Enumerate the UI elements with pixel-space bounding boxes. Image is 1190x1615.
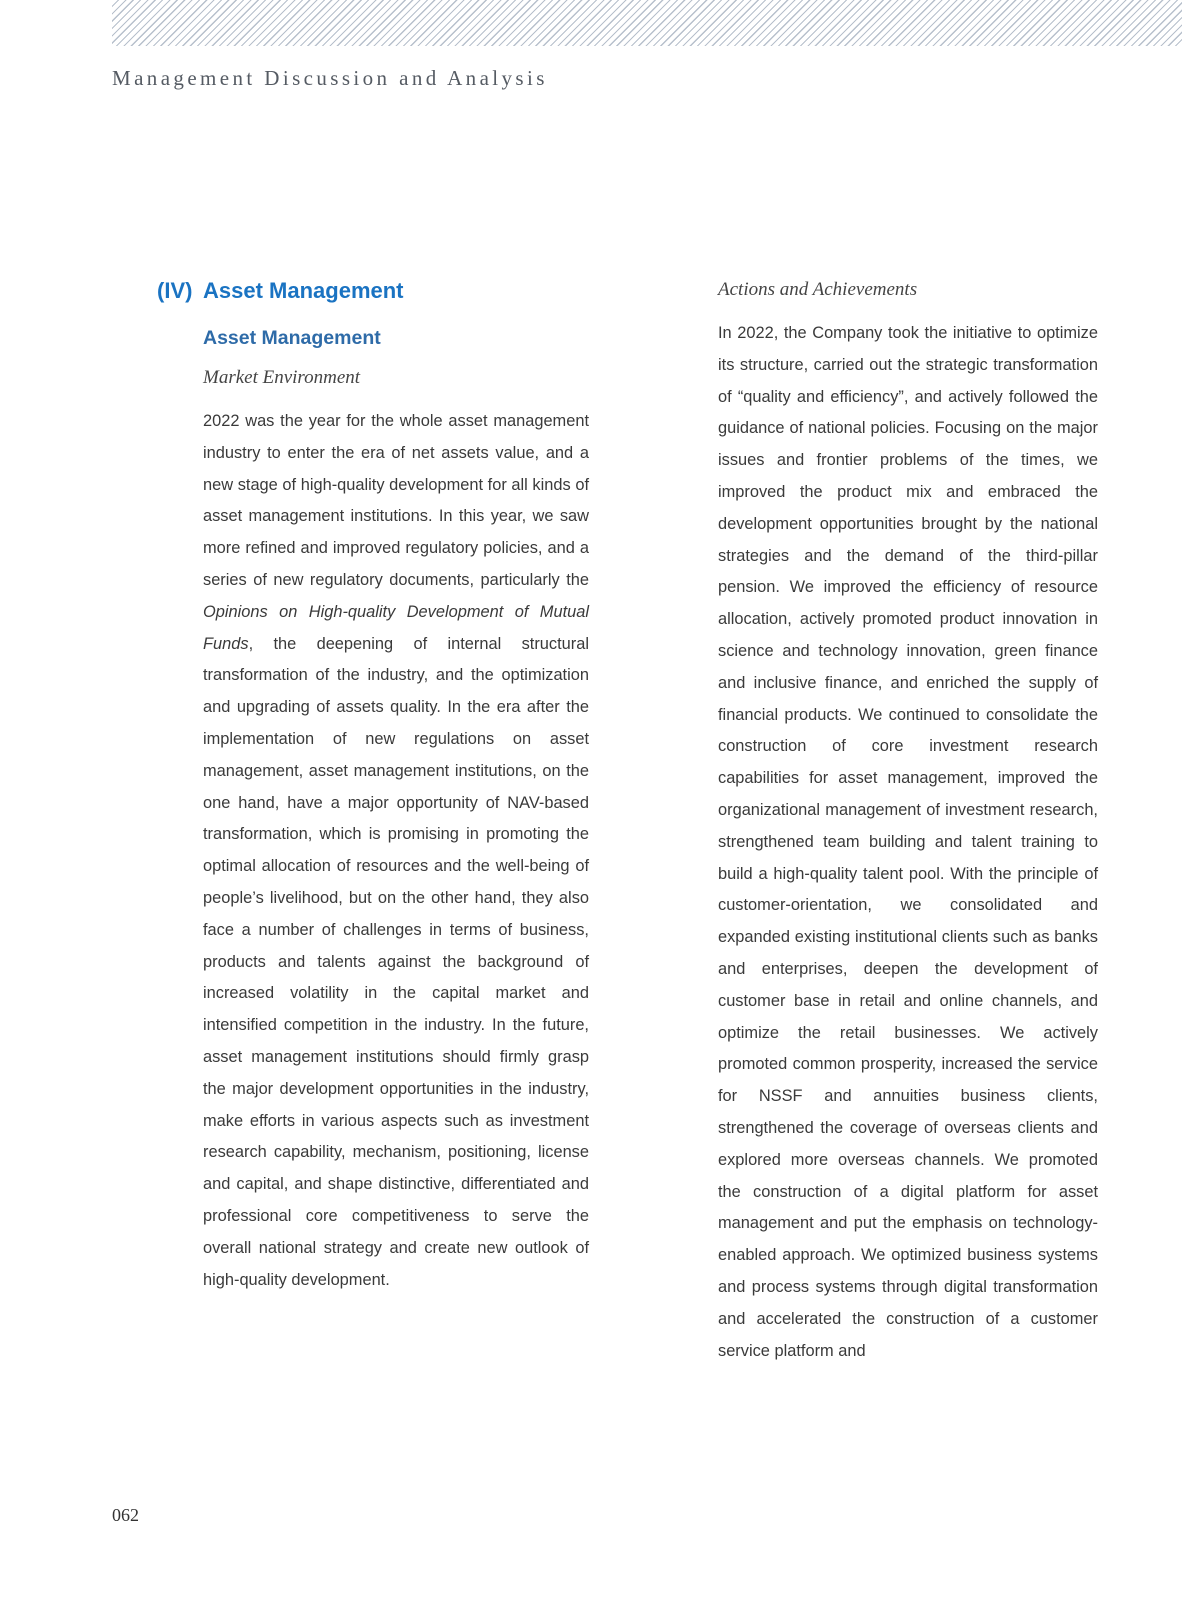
decorative-hatch-band (112, 0, 1182, 46)
section-title: Asset Management (203, 278, 404, 303)
left-column (157, 276, 589, 1296)
market-environment-heading: Market Environment (203, 367, 361, 388)
page-number: 062 (112, 1505, 139, 1525)
document-title-italic: Opinions on High-quality Development of Mutual Funds (203, 602, 589, 653)
running-header: Management Discussion and Analysis (112, 66, 548, 90)
subsection-title: Asset Management (203, 327, 381, 349)
market-text-part-2: , the deepening of internal structural transformation of the industry, and the optimization and upgrading of assets quality. In the era after the implementation of new regulations on asset management, asset management institutions, on the one hand, have a major opportunity of NAV-based transformation, which is promising in promoting the optimal allocation of resources and the well-being of people’s livelihood, but on the other hand, they also face a number of challenges in terms of business, products and talents against the background of increased volatility in the capital market and intensified competition in the industry. In the future, asset management institutions should firmly grasp the major development opportunities in the industry, make efforts in various aspects such as investment research capability, mechanism, positioning, license and capital, and shape distinctive, differentiated and professional core competitiveness to serve the overall national strategy and create new outlook of high-quality development. (203, 634, 589, 1289)
section-number: (IV) (157, 278, 193, 303)
actions-heading: Actions and Achievements (718, 279, 918, 300)
right-column (718, 276, 1098, 1367)
section-heading (157, 276, 589, 306)
market-text-part-1: 2022 was the year for the whole asset management industry to enter the era of net assets value, and a new stage of high-quality development for all kinds of asset management institutions. In this year, we saw more refined and improved regulatory policies, and a series of new regulatory documents, particularly the (203, 412, 589, 589)
actions-paragraph: In 2022, the Company took the initiative to optimize its structure, carried out the strategic transformation of “quality and efficiency”, and actively followed the guidance of national policies. Focusing on the major issues and frontier problems of the times, we improved the product mix and embraced the development opportunities brought by the national strategies and the demand of the third-pillar pension. We improved the efficiency of resource allocation, actively promoted product innovation in science and technology innovation, green finance and inclusive finance, and enriched the supply of financial products. We continued to consolidate the construction of core investment research capabilities for asset management, improved the organizational management of investment research, strengthened team building and talent training to build a high-quality talent pool. With the principle of customer-orientation, we consolidated and expanded existing institutional clients such as banks and enterprises, deepen the development of customer base in retail and online channels, and optimize the retail businesses. We actively promoted common prosperity, increased the service for NSSF and annuities business clients, strengthened the coverage of overseas clients and explored more overseas channels. We promoted the construction of a digital platform for asset management and put the emphasis on technology-enabled approach. We optimized business systems and process systems through digital transformation and accelerated the construction of a customer service platform and (718, 324, 1098, 1360)
market-environment-paragraph (203, 406, 589, 1296)
section-body (203, 324, 589, 1296)
